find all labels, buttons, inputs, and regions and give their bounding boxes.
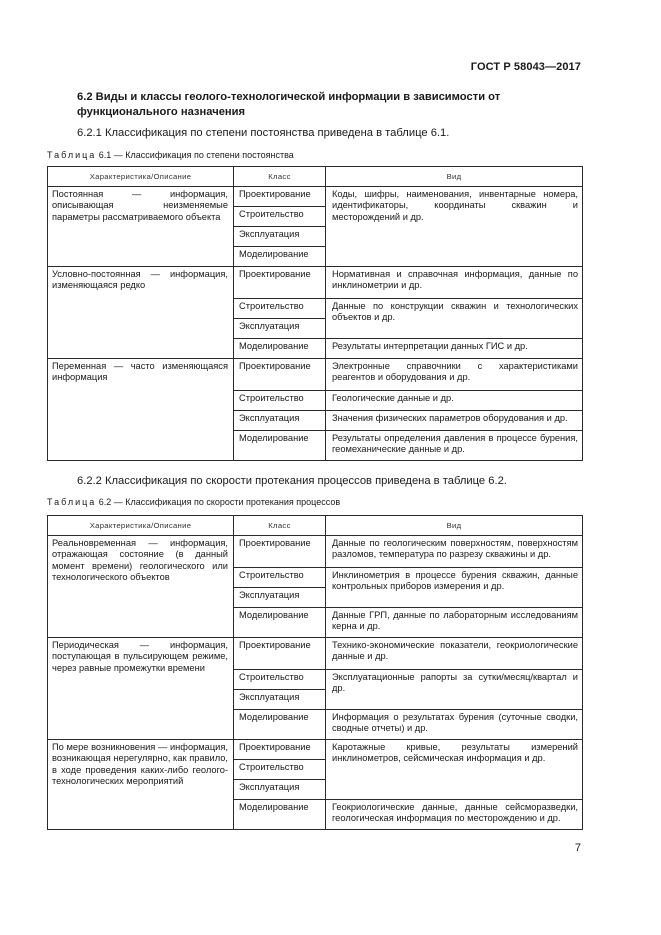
description-cell: По мере возникновения — информация, возникающая нерегулярно, как правило, в ходе проведения каких-либо геолого-технологических мероприятий (48, 740, 234, 830)
class-cell: Эксплуатация (234, 319, 326, 339)
table-row (48, 187, 583, 207)
column-header: Характеристика/Описание (48, 167, 234, 187)
class-cell: Моделирование (234, 247, 326, 267)
table-6-2-caption (47, 496, 340, 508)
view-cell: Данные по геологическим поверхностям, поверхностям разломов, температура по разрезу скважины и др. (326, 536, 583, 568)
column-header: Характеристика/Описание (48, 516, 234, 536)
view-cell: Инклинометрия в процессе бурения скважин, данные контрольных приборов измерения и др. (326, 568, 583, 608)
class-cell: Проектирование (234, 359, 326, 391)
column-header: Вид (326, 516, 583, 536)
class-cell: Проектирование (234, 740, 326, 760)
class-cell: Проектирование (234, 187, 326, 207)
page-number: 7 (574, 842, 581, 854)
view-cell: Электронные справочники с характеристиками реагентов и оборудования и др. (326, 359, 583, 391)
class-cell: Моделирование (234, 431, 326, 461)
class-cell: Проектирование (234, 536, 326, 568)
caption-prefix: Таблица (47, 150, 97, 160)
view-cell: Коды, шифры, наименования, инвентарные номера, идентификаторы, координаты скважин и месторождений и др. (326, 187, 583, 267)
column-header: Класс (234, 167, 326, 187)
column-header: Класс (234, 516, 326, 536)
view-cell: Геологические данные и др. (326, 391, 583, 411)
column-header: Вид (326, 167, 583, 187)
class-cell: Эксплуатация (234, 411, 326, 431)
view-cell: Эксплуатационные рапорты за сутки/месяц/квартал и др. (326, 670, 583, 710)
view-cell: Информация о результатах бурения (суточные сводки, сводные отчеты) и др. (326, 710, 583, 740)
description-cell: Переменная — часто изменяющаяся информация (48, 359, 234, 461)
view-cell: Значения физических параметров оборудования и др. (326, 411, 583, 431)
view-cell: Результаты интерпретации данных ГИС и др. (326, 339, 583, 359)
class-cell: Строительство (234, 299, 326, 319)
table-6-1-caption (47, 149, 294, 161)
class-cell: Эксплуатация (234, 227, 326, 247)
class-cell: Проектирование (234, 638, 326, 670)
paragraph-6-2-1: 6.2.1 Классификация по степени постоянства приведена в таблице 6.1. (77, 127, 450, 139)
view-cell: Результаты определения давления в процессе бурения, геомеханические данные и др. (326, 431, 583, 461)
section-heading: 6.2 Виды и классы геолого-технологической информации в зависимости от функционального назначения (77, 91, 501, 118)
document-code: ГОСТ Р 58043—2017 (470, 61, 581, 73)
caption-prefix: Таблица (47, 497, 97, 507)
class-cell: Эксплуатация (234, 780, 326, 800)
class-cell: Строительство (234, 207, 326, 227)
table-row (48, 536, 583, 568)
description-cell: Условно-постоянная — информация, изменяющаяся редко (48, 267, 234, 359)
table-row (48, 740, 583, 760)
class-cell: Строительство (234, 670, 326, 690)
view-cell: Данные по конструкции скважин и технологических объектов и др. (326, 299, 583, 339)
view-cell: Каротажные кривые, результаты измерений инклинометров, сейсмическая информация и др. (326, 740, 583, 800)
table-6-1 (47, 166, 583, 461)
class-cell: Строительство (234, 568, 326, 588)
description-cell: Периодическая — информация, поступающая в пульсирующем режиме, через равные промежутки времени (48, 638, 234, 740)
class-cell: Строительство (234, 391, 326, 411)
class-cell: Проектирование (234, 267, 326, 299)
view-cell: Нормативная и справочная информация, данные по инклинометрии и др. (326, 267, 583, 299)
table-row (48, 267, 583, 299)
table-row (48, 638, 583, 670)
table-header-row (48, 516, 583, 536)
description-cell: Постоянная — информация, описывающая неизменяемые параметры рассматриваемого объекта (48, 187, 234, 267)
table-6-2 (47, 515, 583, 830)
class-cell: Моделирование (234, 608, 326, 638)
caption-text: 6.1 — Классификация по степени постоянства (96, 150, 294, 160)
view-cell: Данные ГРП, данные по лабораторным исследованиям керна и др. (326, 608, 583, 638)
view-cell: Технико-экономические показатели, геокриологические данные и др. (326, 638, 583, 670)
table-row (48, 359, 583, 391)
caption-text: 6.2 — Классификация по скорости протекания процессов (96, 497, 341, 507)
class-cell: Моделирование (234, 710, 326, 740)
class-cell: Строительство (234, 760, 326, 780)
class-cell: Моделирование (234, 800, 326, 830)
view-cell: Геокриологические данные, данные сейсморазведки, геологическая информация по месторождению и др. (326, 800, 583, 830)
table-header-row (48, 167, 583, 187)
description-cell: Реальновременная — информация, отражающая состояние (в данный момент времени) геологического или технологического объектов (48, 536, 234, 638)
paragraph-6-2-2: 6.2.2 Классификация по скорости протекания процессов приведена в таблице 6.2. (77, 475, 507, 487)
class-cell: Эксплуатация (234, 588, 326, 608)
class-cell: Эксплуатация (234, 690, 326, 710)
class-cell: Моделирование (234, 339, 326, 359)
